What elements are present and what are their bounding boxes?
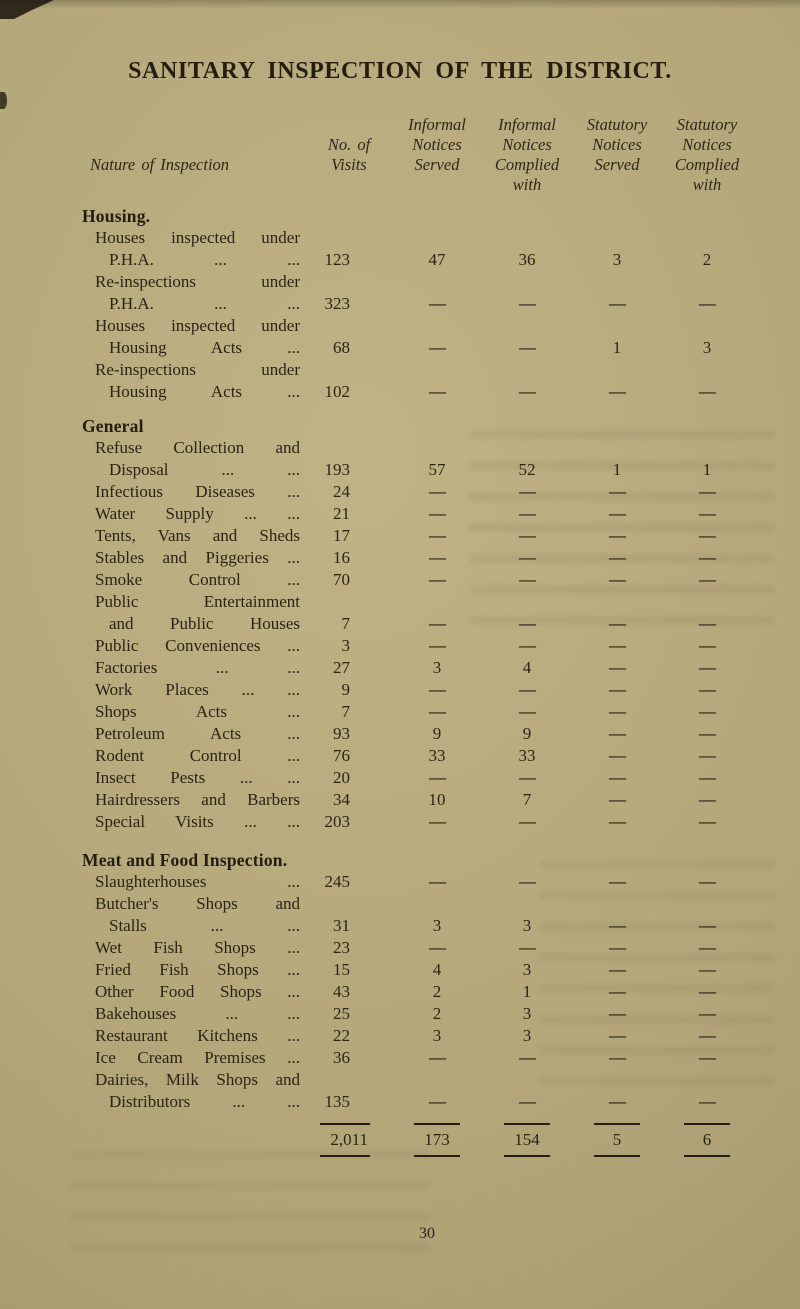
row-visits-value: 135: [324, 1092, 350, 1111]
table-row: [82, 635, 800, 657]
row-notice-value: —: [429, 702, 445, 721]
row-notice-value: —: [519, 382, 535, 401]
section-heading: Housing.: [82, 206, 151, 226]
column-header-statutory-served: Statutory Notices Served: [586, 115, 648, 174]
row-notice-value: 3: [522, 916, 532, 935]
row-visits-value: 16: [333, 548, 350, 567]
row-notice-value: 7: [522, 790, 532, 809]
row-visits-value: 323: [324, 294, 350, 313]
row-label: [82, 871, 300, 893]
row-notice-value: —: [609, 916, 625, 935]
row-notice-value: —: [609, 614, 625, 633]
row-notice-value: —: [429, 680, 445, 699]
row-notice-value: —: [699, 680, 715, 699]
row-notice-value: —: [609, 1026, 625, 1045]
table-row: [82, 525, 800, 547]
row-notice-value: —: [429, 382, 445, 401]
table-row: [82, 811, 800, 833]
row-label-line: Slaughterhouses ...: [95, 872, 300, 891]
section-rows: [82, 227, 800, 403]
row-notice-value: —: [429, 636, 445, 655]
row-notice-value: 36: [518, 250, 536, 269]
row-label: [82, 723, 300, 745]
row-notice-value: —: [519, 872, 535, 891]
row-notice-value: —: [609, 636, 625, 655]
table-row: [82, 437, 800, 481]
row-visits-value: 20: [333, 768, 350, 787]
row-label-line: Other Food Shops ...: [95, 982, 300, 1001]
total-informal-served: 173: [424, 1130, 450, 1149]
row-notice-value: —: [699, 504, 715, 523]
row-notice-value: —: [609, 724, 625, 743]
row-label-line: Housing Acts ...: [109, 382, 300, 401]
row-notice-value: —: [519, 768, 535, 787]
row-notice-value: —: [429, 548, 445, 567]
row-label-line: Rodent Control ...: [95, 746, 300, 765]
column-header-visits: No. of Visits: [327, 135, 371, 174]
row-notice-value: 4: [432, 960, 442, 979]
row-visits-value: 7: [341, 702, 350, 721]
column-header-nature: Nature of Inspection: [90, 155, 230, 174]
row-label-line: Special Visits ... ...: [95, 812, 300, 831]
row-notice-value: 10: [428, 790, 446, 809]
row-notice-value: 47: [428, 250, 446, 269]
total-statutory-served: 5: [612, 1130, 622, 1149]
totals-row: [82, 1129, 800, 1151]
row-label-line: P.H.A. ... ...: [109, 250, 300, 269]
row-notice-value: —: [429, 614, 445, 633]
row-notice-value: —: [609, 768, 625, 787]
table-row: [82, 547, 800, 569]
row-notice-value: —: [609, 872, 625, 891]
row-label: [82, 745, 300, 767]
row-visits-value: 102: [324, 382, 350, 401]
row-notice-value: 3: [702, 338, 712, 357]
row-notice-value: 9: [432, 724, 442, 743]
row-notice-value: —: [699, 768, 715, 787]
row-notice-value: —: [609, 1048, 625, 1067]
row-notice-value: —: [699, 872, 715, 891]
row-notice-value: 3: [432, 1026, 442, 1045]
row-notice-value: —: [609, 982, 625, 1001]
row-notice-value: —: [429, 338, 445, 357]
row-label-line: Hairdressers and Barbers: [95, 790, 300, 809]
row-notice-value: —: [609, 1092, 625, 1111]
table-body: [82, 205, 800, 1113]
row-visits-value: 9: [341, 680, 350, 699]
row-notice-value: —: [699, 724, 715, 743]
table-row: [82, 745, 800, 767]
row-notice-value: —: [609, 680, 625, 699]
table-row: [82, 503, 800, 525]
row-label-line: Houses inspected under: [95, 316, 300, 335]
row-label: [82, 525, 300, 547]
row-notice-value: —: [519, 548, 535, 567]
row-notice-value: —: [699, 916, 715, 935]
row-visits-value: 22: [333, 1026, 350, 1045]
row-label-line: Infectious Diseases ...: [95, 482, 300, 501]
row-label: [82, 437, 300, 481]
row-notice-value: —: [609, 570, 625, 589]
row-visits-value: 193: [324, 460, 350, 479]
row-label: [82, 701, 300, 723]
row-notice-value: —: [699, 1092, 715, 1111]
row-notice-value: —: [699, 614, 715, 633]
row-notice-value: 33: [518, 746, 536, 765]
row-label-line: Shops Acts ...: [95, 702, 300, 721]
row-notice-value: —: [429, 872, 445, 891]
row-notice-value: —: [699, 526, 715, 545]
row-label-line: Tents, Vans and Sheds: [95, 526, 300, 545]
row-visits-value: 76: [333, 746, 350, 765]
row-visits-value: 123: [324, 250, 350, 269]
row-notice-value: —: [699, 294, 715, 313]
row-notice-value: 2: [702, 250, 712, 269]
row-label-line: Work Places ... ...: [95, 680, 300, 699]
total-statutory-complied: 6: [702, 1130, 712, 1149]
section-heading: General: [82, 416, 144, 436]
row-label-line: Insect Pests ... ...: [95, 768, 300, 787]
row-notice-value: 9: [522, 724, 532, 743]
row-notice-value: —: [609, 960, 625, 979]
row-label: [82, 937, 300, 959]
row-notice-value: 3: [612, 250, 622, 269]
row-notice-value: 52: [518, 460, 536, 479]
column-header-statutory-complied: Statutory Notices Complied with: [674, 115, 740, 194]
row-label-line: Petroleum Acts ...: [95, 724, 300, 743]
row-visits-value: 27: [333, 658, 350, 677]
row-label: [82, 789, 300, 811]
row-label-line: Ice Cream Premises ...: [95, 1048, 300, 1067]
table-row: [82, 981, 800, 1003]
row-notice-value: 3: [432, 916, 442, 935]
table-row: [82, 359, 800, 403]
row-label: [82, 893, 300, 937]
row-notice-value: —: [699, 1026, 715, 1045]
row-notice-value: 3: [522, 960, 532, 979]
table-row: [82, 1025, 800, 1047]
row-label-line: Factories ... ...: [95, 658, 300, 677]
row-label: [82, 481, 300, 503]
row-visits-value: 31: [333, 916, 350, 935]
table-section: [82, 415, 800, 833]
row-notice-value: —: [699, 746, 715, 765]
table-row: [82, 767, 800, 789]
row-notice-value: —: [429, 1092, 445, 1111]
row-notice-value: —: [429, 294, 445, 313]
table-section: [82, 849, 800, 1113]
row-notice-value: 1: [612, 460, 622, 479]
row-label: [82, 569, 300, 591]
row-label-line: Public Conveniences ...: [95, 636, 300, 655]
table-row: [82, 893, 800, 937]
row-notice-value: —: [699, 960, 715, 979]
row-notice-value: —: [609, 294, 625, 313]
row-notice-value: —: [519, 812, 535, 831]
row-notice-value: —: [519, 1048, 535, 1067]
row-label-line: Restaurant Kitchens ...: [95, 1026, 300, 1045]
row-label-line: Wet Fish Shops ...: [95, 938, 300, 957]
row-label-line: Water Supply ... ...: [95, 504, 300, 523]
row-notice-value: 2: [432, 982, 442, 1001]
row-label: [82, 635, 300, 657]
row-label: [82, 679, 300, 701]
row-label: [82, 1025, 300, 1047]
row-label-line: Stalls ... ...: [109, 916, 300, 935]
table-row: [82, 679, 800, 701]
row-notice-value: —: [699, 702, 715, 721]
row-label-line: Fried Fish Shops ...: [95, 960, 300, 979]
row-visits-value: 245: [324, 872, 350, 891]
total-informal-complied: 154: [514, 1130, 540, 1149]
table-row: [82, 871, 800, 893]
row-notice-value: —: [519, 526, 535, 545]
row-notice-value: 1: [702, 460, 712, 479]
row-visits-value: 23: [333, 938, 350, 957]
row-notice-value: —: [699, 482, 715, 501]
row-label-line: Stables and Piggeries ...: [95, 548, 300, 567]
row-notice-value: 1: [522, 982, 532, 1001]
row-notice-value: —: [429, 526, 445, 545]
row-label-line: and Public Houses: [109, 614, 300, 633]
row-label: [82, 359, 300, 403]
table-row: [82, 701, 800, 723]
row-visits-value: 15: [333, 960, 350, 979]
row-notice-value: —: [429, 812, 445, 831]
table-row: [82, 591, 800, 635]
table-row: [82, 959, 800, 981]
table-row: [82, 1069, 800, 1113]
table-header-row: [82, 115, 800, 195]
row-notice-value: —: [609, 482, 625, 501]
row-notice-value: —: [519, 1092, 535, 1111]
section-heading: Meat and Food Inspection.: [82, 850, 288, 870]
row-notice-value: —: [429, 570, 445, 589]
row-notice-value: 3: [432, 658, 442, 677]
column-header-informal-served: Informal Notices Served: [408, 115, 466, 174]
inspection-table: [0, 115, 800, 1161]
row-notice-value: —: [699, 570, 715, 589]
row-visits-value: 36: [333, 1048, 350, 1067]
row-notice-value: —: [519, 614, 535, 633]
row-label: [82, 1047, 300, 1069]
row-notice-value: —: [519, 294, 535, 313]
row-label: [82, 503, 300, 525]
table-row: [82, 271, 800, 315]
row-notice-value: —: [699, 938, 715, 957]
row-notice-value: —: [429, 1048, 445, 1067]
row-notice-value: —: [609, 1004, 625, 1023]
row-visits-value: 17: [333, 526, 350, 545]
row-visits-value: 7: [341, 614, 350, 633]
row-visits-value: 24: [333, 482, 350, 501]
table-row: [82, 481, 800, 503]
row-label: [82, 271, 300, 315]
row-notice-value: —: [609, 938, 625, 957]
row-notice-value: —: [519, 636, 535, 655]
table-row: [82, 789, 800, 811]
table-row: [82, 723, 800, 745]
row-notice-value: —: [609, 746, 625, 765]
row-notice-value: —: [699, 790, 715, 809]
section-rows: [82, 871, 800, 1113]
row-visits-value: 43: [333, 982, 350, 1001]
row-visits-value: 3: [341, 636, 350, 655]
table-row: [82, 315, 800, 359]
row-notice-value: —: [609, 382, 625, 401]
row-label-line: Re-inspections under: [95, 360, 300, 379]
row-visits-value: 68: [333, 338, 350, 357]
row-notice-value: —: [429, 768, 445, 787]
row-notice-value: 1: [612, 338, 622, 357]
table-row: [82, 1047, 800, 1069]
row-label-line: Refuse Collection and: [95, 438, 300, 457]
row-notice-value: —: [519, 482, 535, 501]
row-label: [82, 1003, 300, 1025]
row-notice-value: —: [699, 658, 715, 677]
section-rows: [82, 437, 800, 833]
row-visits-value: 70: [333, 570, 350, 589]
row-notice-value: —: [429, 938, 445, 957]
row-notice-value: —: [429, 482, 445, 501]
row-notice-value: 57: [428, 460, 446, 479]
row-notice-value: 3: [522, 1004, 532, 1023]
row-label-line: P.H.A. ... ...: [109, 294, 300, 313]
row-notice-value: —: [609, 658, 625, 677]
row-label: [82, 227, 300, 271]
totals-rule-top: [82, 1119, 800, 1129]
column-header-informal-complied: Informal Notices Complied with: [494, 115, 560, 194]
row-label: [82, 959, 300, 981]
table-section: [82, 205, 800, 403]
row-label-line: Butcher's Shops and: [95, 894, 300, 913]
row-visits-value: 34: [333, 790, 350, 809]
row-label-line: Re-inspections under: [95, 272, 300, 291]
row-label: [82, 591, 300, 635]
totals-rule-bottom: [82, 1151, 800, 1161]
row-notice-value: —: [519, 680, 535, 699]
row-label: [82, 315, 300, 359]
scan-artifact-edge-dot: [0, 92, 7, 109]
page-title: SANITARY INSPECTION OF THE DISTRICT.: [128, 58, 672, 84]
row-notice-value: —: [609, 548, 625, 567]
row-visits-value: 203: [324, 812, 350, 831]
row-notice-value: 33: [428, 746, 446, 765]
row-notice-value: —: [519, 702, 535, 721]
row-notice-value: —: [699, 382, 715, 401]
row-label-line: Bakehouses ... ...: [95, 1004, 300, 1023]
row-label: [82, 1069, 300, 1113]
row-notice-value: —: [519, 938, 535, 957]
row-label-line: Disposal ... ...: [109, 460, 300, 479]
table-row: [82, 569, 800, 591]
row-visits-value: 25: [333, 1004, 350, 1023]
row-label: [82, 657, 300, 679]
row-label-line: Houses inspected under: [95, 228, 300, 247]
row-label-line: Dairies, Milk Shops and: [95, 1070, 300, 1089]
row-notice-value: —: [699, 812, 715, 831]
row-notice-value: —: [609, 526, 625, 545]
row-label-line: Public Entertainment: [95, 592, 300, 611]
row-notice-value: 2: [432, 1004, 442, 1023]
row-notice-value: —: [699, 1048, 715, 1067]
row-notice-value: —: [699, 548, 715, 567]
row-label-line: Housing Acts ...: [109, 338, 300, 357]
row-label: [82, 767, 300, 789]
row-notice-value: —: [609, 702, 625, 721]
row-label: [82, 981, 300, 1003]
table-row: [82, 1003, 800, 1025]
table-row: [82, 227, 800, 271]
row-notice-value: —: [519, 338, 535, 357]
row-visits-value: 21: [333, 504, 350, 523]
row-notice-value: —: [519, 504, 535, 523]
row-notice-value: —: [609, 790, 625, 809]
row-label: [82, 811, 300, 833]
row-notice-value: —: [699, 982, 715, 1001]
table-row: [82, 657, 800, 679]
row-notice-value: 3: [522, 1026, 532, 1045]
totals-block: [82, 1119, 800, 1161]
row-notice-value: —: [609, 504, 625, 523]
row-notice-value: —: [699, 636, 715, 655]
row-notice-value: —: [699, 1004, 715, 1023]
row-notice-value: —: [519, 570, 535, 589]
total-visits: 2,011: [330, 1130, 368, 1149]
row-label-line: Smoke Control ...: [95, 570, 300, 589]
row-visits-value: 93: [333, 724, 350, 743]
row-label-line: Distributors ... ...: [109, 1092, 300, 1111]
table-row: [82, 937, 800, 959]
row-notice-value: —: [609, 812, 625, 831]
row-notice-value: 4: [522, 658, 532, 677]
row-notice-value: —: [429, 504, 445, 523]
row-label: [82, 547, 300, 569]
page-number: 30: [419, 1225, 435, 1242]
